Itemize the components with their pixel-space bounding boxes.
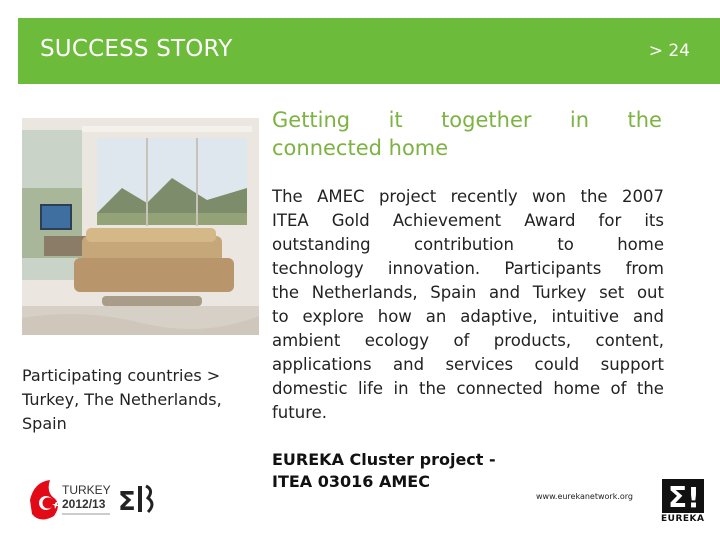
body-word: outstanding [272, 235, 371, 254]
body-word: innovation. [387, 259, 481, 278]
headline-word: together [441, 108, 532, 132]
body-word: set [599, 283, 625, 302]
eureka-wordmark: EUREKA [661, 514, 705, 524]
body-word: and [632, 307, 664, 326]
body-word: to [557, 235, 574, 254]
turkey-logo-years: 2012/13 [62, 497, 106, 511]
body-word: Award [524, 211, 576, 230]
headline-line-1 [272, 106, 662, 134]
body-line [272, 185, 664, 209]
body-word: intuitive [551, 307, 620, 326]
body-line [272, 281, 664, 305]
body-line [272, 209, 664, 233]
website-link[interactable]: www.eurekanetwork.org [536, 492, 634, 501]
body-word: products, [493, 331, 572, 350]
caption-line: Participating countries > [22, 366, 221, 385]
story-headline [272, 106, 662, 162]
headline-word: it [388, 108, 403, 132]
body-word: content, [595, 331, 664, 350]
body-line [272, 233, 664, 257]
body-word: Spain [430, 283, 477, 302]
body-word: Gold [331, 211, 370, 230]
body-line [272, 353, 664, 377]
body-word: support [600, 355, 664, 374]
svg-text:Σ: Σ [118, 487, 136, 517]
project-reference [272, 449, 532, 493]
turkey-logo-text: TURKEY [62, 483, 111, 497]
page-number: > 24 [648, 41, 690, 61]
body-word: technology [272, 259, 364, 278]
body-line [272, 377, 664, 401]
body-word: how [377, 307, 412, 326]
body-word: applications [272, 355, 372, 374]
body-word: in [393, 379, 409, 398]
body-word: ecology [364, 331, 430, 350]
turkey-2012-logo [24, 470, 164, 526]
body-word: of [610, 379, 627, 398]
body-word: explore [302, 307, 364, 326]
body-word: Participants [504, 259, 602, 278]
living-room-photo [22, 118, 259, 335]
body-line [272, 401, 664, 425]
headline-word: the [627, 108, 662, 132]
caption-line: Turkey, The Netherlands, [22, 390, 222, 409]
body-word: future. [272, 403, 328, 422]
body-word: to [272, 307, 289, 326]
body-word: the [580, 187, 608, 206]
body-word: the [636, 379, 664, 398]
body-line [272, 329, 664, 353]
headline-word: Getting [272, 108, 351, 132]
body-word: home [553, 379, 601, 398]
body-word: life [357, 379, 384, 398]
living-room-illustration [22, 118, 259, 335]
body-word: of [453, 331, 470, 350]
body-word: the [272, 283, 300, 302]
body-word: from [625, 259, 664, 278]
body-word: and [489, 283, 521, 302]
body-line [272, 257, 664, 281]
body-word: recently [450, 187, 518, 206]
headline-word: in [569, 108, 590, 132]
body-word: won [532, 187, 567, 206]
countries-caption [22, 364, 272, 436]
body-word: Turkey [532, 283, 587, 302]
body-word: its [644, 211, 664, 230]
body-line [272, 305, 664, 329]
body-word: the [418, 379, 447, 398]
body-word: home [617, 235, 664, 254]
header-title: SUCCESS STORY [40, 36, 233, 62]
body-word: project [378, 187, 437, 206]
body-word: services [445, 355, 514, 374]
body-word: ITEA [272, 211, 309, 230]
body-word: connected [456, 379, 543, 398]
body-word: Achievement [392, 211, 502, 230]
header-bar [18, 18, 720, 84]
body-word: domestic [272, 379, 348, 398]
body-word: out [636, 283, 664, 302]
body-word: for [598, 211, 622, 230]
body-word: 2007 [621, 187, 664, 206]
body-word: AMEC [317, 187, 365, 206]
body-word: adaptive, [460, 307, 538, 326]
headline-line-2: connected home [272, 136, 449, 160]
body-word: contribution [413, 235, 514, 254]
body-word: an [425, 307, 447, 326]
caption-line: Spain [22, 414, 67, 433]
body-word: and [393, 355, 425, 374]
body-word: The [272, 187, 303, 206]
body-word: could [534, 355, 580, 374]
body-word: Netherlands, [311, 283, 418, 302]
project-line-1: EUREKA Cluster project - [272, 450, 496, 469]
story-body [272, 185, 664, 425]
body-word: ambient [272, 331, 341, 350]
project-line-2: ITEA 03016 AMEC [272, 472, 430, 491]
eureka-symbol: Σ! [668, 481, 700, 514]
